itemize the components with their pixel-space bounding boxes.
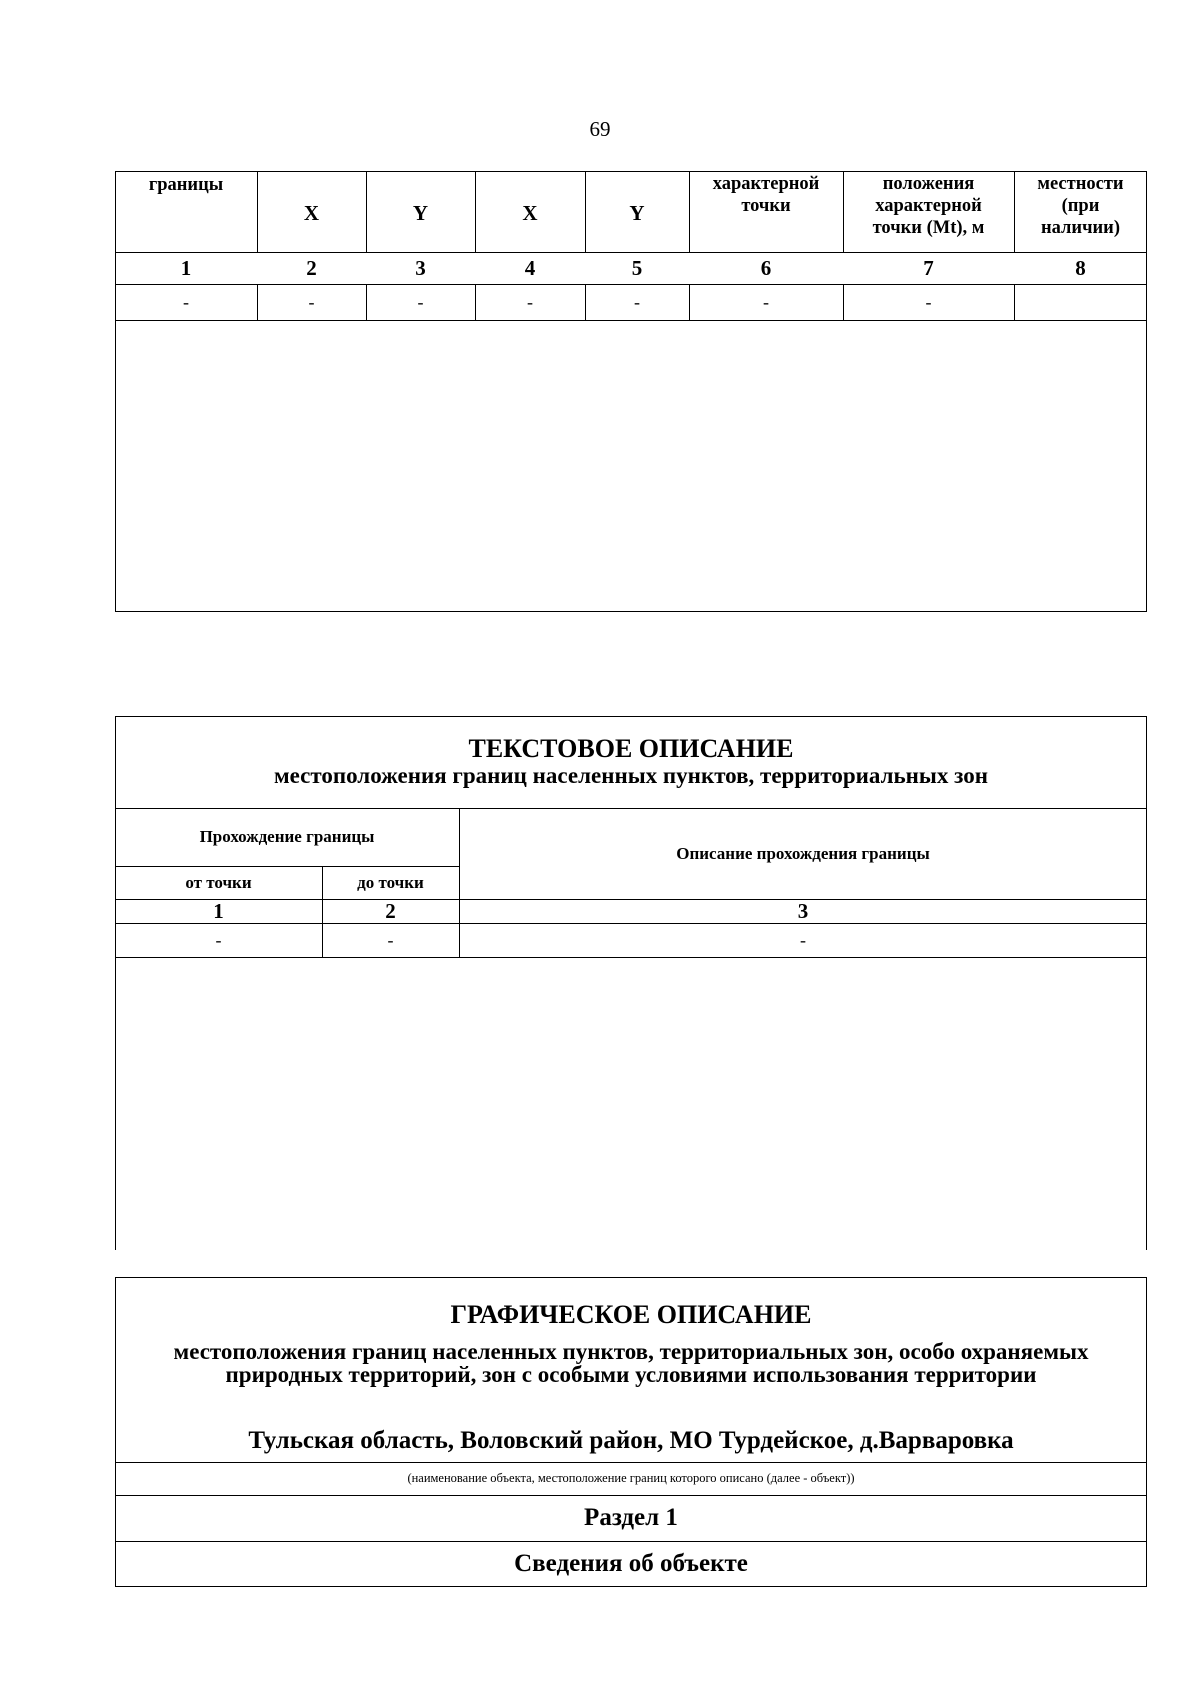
coords-col-num: 7 [923,255,934,280]
coords-header-x-existing: X [303,200,320,225]
coords-cell: - [925,291,932,312]
coords-cell: - [763,291,769,312]
text-description-subtitle: местоположения границ населенных пунктов, территориальных зон [274,762,988,788]
coords-cell: - [183,291,189,312]
text-col-num: 1 [213,898,224,923]
coords-cell: - [527,291,533,312]
text-cell: - [387,929,394,950]
coords-col-num: 6 [760,255,772,280]
col-header-to-point: до точки [357,872,424,892]
col-header-description: Описание прохождения границы [676,843,930,863]
text-cell: - [215,929,222,950]
section-title: Сведения об объекте [514,1550,748,1577]
coords-header-y-existing: Y [412,200,429,225]
text-col-num: 3 [797,898,809,923]
col-header-boundary-passage: Прохождение границы [199,827,375,846]
coords-col-num: 3 [415,255,426,280]
coords-header-method: характерной точки [712,174,820,216]
object-location-note: (наименование объекта, местоположение границ которого описано (далее - объект)) [407,1471,855,1485]
coords-cell: - [308,291,315,312]
section-number: Раздел 1 [584,1504,678,1531]
object-location: Тульская область, Воловский район, МО Турдейское, д.Варваровка [248,1427,1014,1454]
col-header-from-point: от точки [185,872,252,892]
coords-col-num: 8 [1075,255,1086,280]
coords-cell: - [417,291,424,312]
coords-cell [1014,284,1147,320]
text-cell: - [800,929,806,950]
graphic-description-title: ГРАФИЧЕСКОЕ ОПИСАНИЕ [450,1300,812,1329]
coords-col-num: 4 [524,255,536,280]
coords-header-description: местности (при наличии) [1037,174,1124,238]
coords-col-num: 5 [631,255,643,280]
text-description-title: ТЕКСТОВОЕ ОПИСАНИЕ [468,734,794,763]
text-col-num: 2 [385,898,396,923]
coords-cell: - [634,291,640,312]
coords-col-num: 1 [180,255,192,280]
coords-header-y-new: Y [629,200,645,225]
coords-col-num: 2 [306,255,317,280]
coords-header-border: границы [148,175,224,195]
graphic-description-subtitle: местоположения границ населенных пунктов, территориальных зон, особо охраняемых природных территорий, зон с особыми условиями использования территории [173,1339,1089,1387]
coords-header-x-new: X [522,200,538,225]
coords-header-accuracy: положения характерной точки (Mt), м [872,174,985,238]
page-number: 69 [589,117,611,141]
